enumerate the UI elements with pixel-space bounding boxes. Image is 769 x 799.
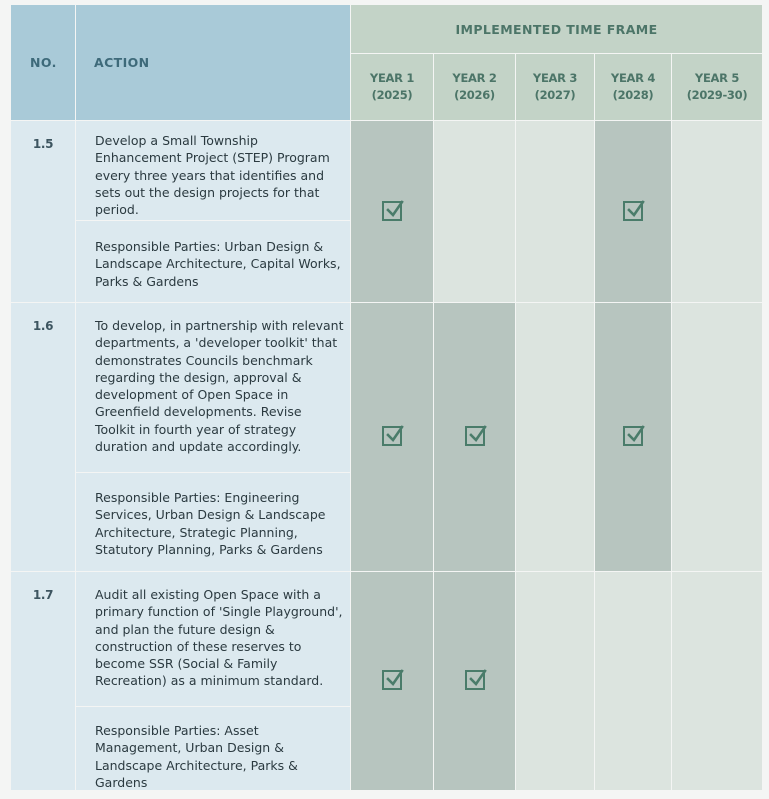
year-1-cell: [351, 121, 433, 302]
year-2-cell: [434, 121, 515, 302]
year-1-label: YEAR 1: [369, 71, 415, 85]
row-number: 1.6: [32, 319, 54, 333]
header-year-1: [351, 54, 433, 120]
header-no-cell: [11, 5, 75, 120]
year-5-cell: [672, 572, 762, 790]
action-timeframe-table: [11, 5, 762, 790]
year-3-label: YEAR 3: [532, 71, 578, 85]
row-no-cell: [11, 121, 75, 302]
row-responsible-text: Responsible Parties: Engineering Services, Urban Design & Landscape Architecture, Strategic Planning, Statutory Planning, Parks & Gardens: [95, 490, 326, 557]
year-3-period: (2027): [534, 88, 576, 102]
year-2-cell: [434, 303, 515, 571]
checkbox-checked-icon: [465, 426, 485, 446]
row-number: 1.5: [32, 137, 54, 151]
row-action-text: To develop, in partnership with relevant departments, a 'developer toolkit' that demonstrates Councils benchmark regarding the design, approval & development of Open Space in Greenfield developments. Revise Toolkit in fourth year of strategy duration and update accordingly.: [95, 318, 344, 455]
year-4-label: YEAR 4: [610, 71, 656, 85]
year-4-cell: [595, 121, 671, 302]
year-2-period: (2026): [454, 88, 495, 102]
row-action-cell: [76, 303, 350, 472]
row-number: 1.7: [32, 588, 54, 602]
year-1-period: (2025): [371, 88, 413, 102]
row-no-cell: [11, 572, 75, 790]
year-4-period: (2028): [612, 88, 654, 102]
header-year-2: [434, 54, 515, 120]
header-action-cell: [76, 5, 350, 120]
row-action-cell: [76, 121, 350, 220]
checkbox-checked-icon: [382, 201, 402, 221]
year-5-cell: [672, 303, 762, 571]
row-responsible-text: Responsible Parties: Asset Management, Urban Design & Landscape Architecture, Parks & Gardens: [95, 723, 298, 790]
year-5-label: YEAR 5: [694, 71, 740, 85]
year-1-cell: [351, 572, 433, 790]
checkbox-checked-icon: [623, 426, 643, 446]
header-year-4: [595, 54, 671, 120]
header-timeframe-label: IMPLEMENTED TIME FRAME: [455, 22, 658, 37]
row-action-cell: [76, 572, 350, 706]
row-responsible-cell: [76, 707, 350, 790]
row-no-cell: [11, 303, 75, 571]
header-timeframe-cell: [351, 5, 762, 53]
year-5-cell: [672, 121, 762, 302]
header-year-3: [516, 54, 594, 120]
header-no-label: NO.: [30, 55, 57, 70]
checkbox-checked-icon: [382, 670, 402, 690]
year-4-cell: [595, 303, 671, 571]
checkbox-checked-icon: [465, 670, 485, 690]
year-4-cell: [595, 572, 671, 790]
year-5-period: (2029-30): [686, 88, 748, 102]
row-responsible-text: Responsible Parties: Urban Design & Landscape Architecture, Capital Works, Parks & Gardens: [95, 239, 341, 289]
checkbox-checked-icon: [623, 201, 643, 221]
year-3-cell: [516, 303, 594, 571]
row-responsible-cell: [76, 473, 350, 571]
row-responsible-cell: [76, 221, 350, 302]
row-action-text: Audit all existing Open Space with a primary function of 'Single Playground', and plan the future design & construction of these reserves to become SSR (Social & Family Recreation) as a minimum standard.: [95, 587, 343, 689]
year-1-cell: [351, 303, 433, 571]
year-3-cell: [516, 121, 594, 302]
row-action-text: Develop a Small Township Enhancement Project (STEP) Program every three years that identifies and sets out the design projects for that period.: [95, 133, 330, 218]
year-3-cell: [516, 572, 594, 790]
header-action-label: ACTION: [94, 55, 150, 70]
year-2-cell: [434, 572, 515, 790]
header-year-5: [672, 54, 762, 120]
year-2-label: YEAR 2: [452, 71, 497, 85]
checkbox-checked-icon: [382, 426, 402, 446]
